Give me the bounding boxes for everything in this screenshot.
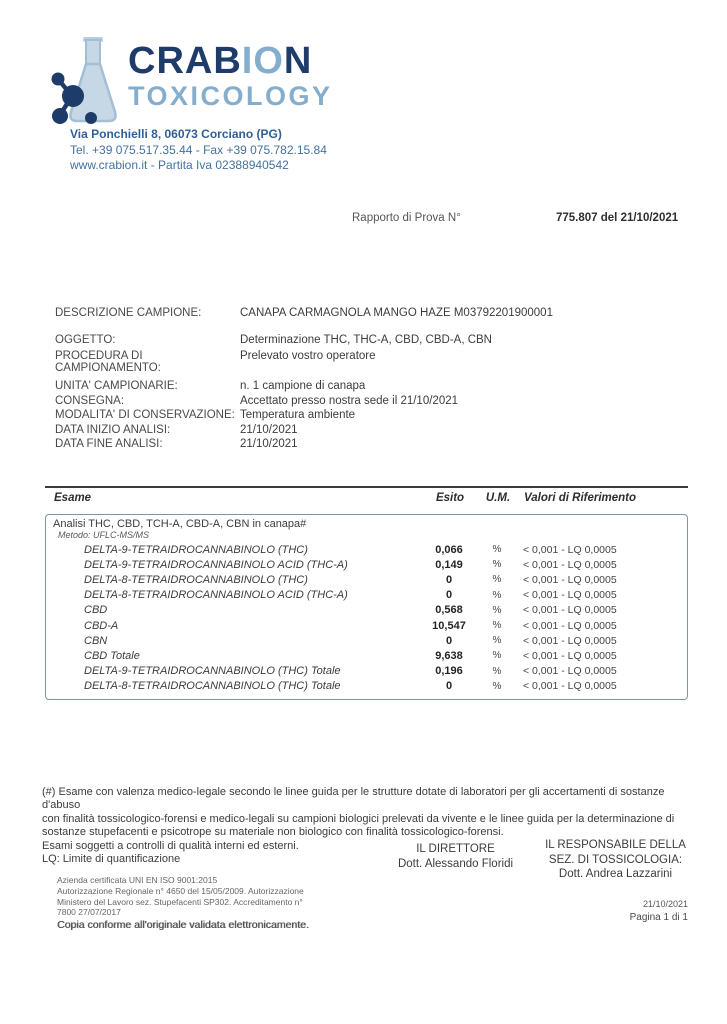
results-box <box>45 514 688 700</box>
responsible-signature-block <box>533 838 698 882</box>
table-row <box>46 588 687 603</box>
accreditation-line: Azienda certificata UNI EN ISO 9001:2015 <box>57 875 218 885</box>
table-top-rule <box>45 486 688 488</box>
analyte-name: DELTA-8-TETRAIDROCANNABINOLO (THC) <box>84 573 308 586</box>
accreditation-line: Autorizzazione Regionale n° 4650 del 15/05/2009. Autorizzazione <box>57 885 304 896</box>
address-street: Via Ponchielli 8, 06073 Corciano (PG) <box>70 127 282 141</box>
responsible-name: Dott. Andrea Lazzarini <box>558 868 673 880</box>
unit: % <box>492 604 502 616</box>
analyte-name: CBD <box>84 604 108 617</box>
info-label: MODALITA' DI CONSERVAZIONE: <box>55 409 235 421</box>
table-row <box>46 648 687 663</box>
info-label: DATA INIZIO ANALISI: <box>55 423 171 436</box>
reference-value: < 0,001 - LQ 0,0005 <box>523 680 617 693</box>
table-row <box>46 603 687 618</box>
letterhead-address <box>70 127 327 174</box>
accreditation-block <box>57 875 304 918</box>
analyte-name: DELTA-9-TETRAIDROCANNABINOLO (THC) Totale <box>84 665 341 678</box>
responsible-title-line1: IL RESPONSABILE DELLA <box>545 839 686 851</box>
analyte-name: DELTA-9-TETRAIDROCANNABINOLO ACID (THC-A) <box>84 558 348 571</box>
table-header-row <box>45 492 688 504</box>
analysis-group-title: Analisi THC, CBD, TCH-A, CBD-A, CBN in canapa# <box>53 518 307 530</box>
reference-value: < 0,001 - LQ 0,0005 <box>523 665 617 678</box>
director-signature-block <box>378 842 533 871</box>
info-value: Temperatura ambiente <box>240 409 356 421</box>
table-row <box>46 664 687 679</box>
table-row <box>46 542 687 557</box>
info-value: Prelevato vostro operatore <box>240 350 376 362</box>
header-riferimento: Valori di Riferimento <box>524 492 637 504</box>
unit: % <box>492 544 502 556</box>
info-label: UNITA' CAMPIONARIE: <box>55 380 178 392</box>
result-value: 9,638 <box>435 649 463 662</box>
brand-name-part1: CRAB <box>128 40 242 82</box>
reference-value: < 0,001 - LQ 0,0005 <box>523 589 617 602</box>
director-name: Dott. Alessando Floridi <box>397 857 514 870</box>
reference-value: < 0,001 - LQ 0,0005 <box>523 604 617 617</box>
reference-value: < 0,001 - LQ 0,0005 <box>523 649 617 662</box>
footnote-line: (#) Esame con valenza medico-legale secondo le linee guida per le strutture dotate di laboratori per gli accertamenti di sostanze d'abuso <box>42 786 665 812</box>
result-value: 10,547 <box>432 619 466 632</box>
result-value: 0 <box>445 680 453 693</box>
footnote-line: con finalità tossicologico-forensi e medico-legali su campioni biologici prelevati da vivente e le linee guida per la determinazione di <box>42 812 675 825</box>
responsible-title-line2: SEZ. DI TOSSICOLOGIA: <box>548 853 683 866</box>
reference-value: < 0,001 - LQ 0,0005 <box>523 573 617 586</box>
unit: % <box>492 589 502 601</box>
info-value: Determinazione THC, THC-A, CBD, CBD-A, CBN <box>240 334 492 346</box>
unit: % <box>492 650 502 662</box>
director-title: IL DIRETTORE <box>416 843 495 855</box>
analyte-name: DELTA-9-TETRAIDROCANNABINOLO (THC) <box>84 543 308 556</box>
result-value: 0 <box>445 573 453 586</box>
analysis-method: Metodo: UFLC-MS/MS <box>58 530 150 540</box>
page-indicator: Pagina 1 di 1 <box>629 912 688 923</box>
address-phone-fax: Tel. +39 075.517.35.44 - Fax +39 075.782.15.84 <box>70 142 327 157</box>
result-value: 0,149 <box>435 558 463 571</box>
table-row <box>46 618 687 633</box>
crabion-flask-molecule-icon <box>48 36 130 136</box>
analyte-name: CBD-A <box>84 619 119 632</box>
info-value: n. 1 campione di canapa <box>240 380 366 392</box>
brand-tagline: TOXICOLOGY <box>128 81 333 111</box>
analyte-name: CBN <box>84 634 108 647</box>
table-row <box>46 572 687 587</box>
info-label: CONSEGNA: <box>55 394 125 407</box>
table-row <box>46 633 687 648</box>
analyte-name: DELTA-8-TETRAIDROCANNABINOLO ACID (THC-A) <box>84 589 348 602</box>
accreditation-line: Ministero del Lavoro sez. Stupefacenti SP302. Accreditamento n° <box>57 896 303 907</box>
info-label: PROCEDURA DI CAMPIONAMENTO: <box>55 350 161 374</box>
unit: % <box>492 635 502 647</box>
brand-wordmark <box>128 42 333 110</box>
reference-value: < 0,001 - LQ 0,0005 <box>523 558 617 571</box>
copy-conformity-note: Copia conforme all'originale validata elettronicamente. <box>57 919 309 931</box>
header-esame: Esame <box>54 492 92 504</box>
unit: % <box>492 665 502 677</box>
info-value: Accettato presso nostra sede il 21/10/2021 <box>240 394 459 407</box>
reference-value: < 0,001 - LQ 0,0005 <box>523 543 617 556</box>
result-value: 0,568 <box>435 604 463 617</box>
footnote-line: sostanze stupefacenti e psicotrope su materiale non biologico con finalità tossicologico-forensi. <box>42 826 504 839</box>
report-number-value: 775.807 del 21/10/2021 <box>556 212 679 224</box>
unit: % <box>492 620 502 632</box>
footer-date: 21/10/2021 <box>642 899 688 909</box>
header-um: U.M. <box>485 492 511 504</box>
unit: % <box>492 574 502 586</box>
unit: % <box>492 559 502 571</box>
info-value: CANAPA CARMAGNOLA MANGO HAZE M03792201900001 <box>240 307 553 319</box>
result-value: 0 <box>445 589 453 602</box>
result-value: 0 <box>445 634 453 647</box>
address-web-vat: www.crabion.it - Partita Iva 02388940542 <box>70 158 289 172</box>
table-row <box>46 557 687 572</box>
info-value: 21/10/2021 <box>240 423 298 436</box>
info-label: DESCRIZIONE CAMPIONE: <box>55 307 202 319</box>
info-value: 21/10/2021 <box>240 438 298 450</box>
brand-name <box>128 42 333 80</box>
brand-name-part2: IO <box>241 40 284 82</box>
reference-value: < 0,001 - LQ 0,0005 <box>523 634 617 647</box>
info-label: DATA FINE ANALISI: <box>55 438 163 450</box>
brand-name-part3: N <box>283 40 313 82</box>
reference-value: < 0,001 - LQ 0,0005 <box>523 619 617 632</box>
info-label: OGGETTO: <box>55 334 116 346</box>
unit: % <box>492 680 502 692</box>
quality-note: Esami soggetti a controlli di qualità interni ed esterni. <box>42 839 299 852</box>
table-row <box>46 679 687 694</box>
analyte-name: CBD Totale <box>84 649 140 662</box>
report-number-label: Rapporto di Prova N° <box>352 212 461 224</box>
header-esito: Esito <box>435 492 465 504</box>
result-value: 0,066 <box>435 543 463 556</box>
result-value: 0,196 <box>435 665 463 678</box>
accreditation-line: 7800 27/07/2017 <box>57 907 121 918</box>
analyte-name: DELTA-8-TETRAIDROCANNABINOLO (THC) Totale <box>84 680 341 693</box>
lq-note: LQ: Limite di quantificazione <box>42 853 181 866</box>
